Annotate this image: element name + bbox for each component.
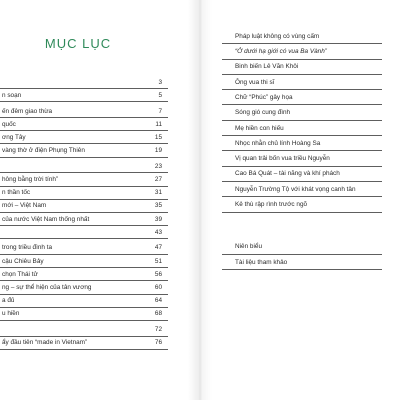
toc-entry <box>222 29 382 44</box>
toc-entry <box>222 136 382 151</box>
toc-entry-page: 3 <box>158 78 162 86</box>
toc-entry-title: Nguyễn Trường Tộ với khát vọng canh tân <box>235 185 356 193</box>
toc-entry-title: vàng thờ ở điện Phụng Thiên <box>2 147 85 155</box>
toc-entry <box>0 255 168 268</box>
toc-entry-title: n thần tốc <box>2 189 31 197</box>
toc-entry <box>222 151 382 166</box>
toc-entry <box>222 167 382 182</box>
toc-entry <box>0 76 168 89</box>
toc-entry <box>0 295 168 308</box>
toc-entry-title: ẩy đầu tiên “made in Vietnam” <box>2 339 88 347</box>
toc-entry <box>0 337 168 350</box>
toc-entry-page: 23 <box>154 162 162 170</box>
toc-entry-title: Tài liệu tham khảo <box>235 258 288 266</box>
toc-entry-title: Cao Bá Quát – tài năng và khí phách <box>235 170 340 178</box>
toc-entry-title: n soạn <box>2 91 22 99</box>
toc-entry-page: 35 <box>154 202 162 210</box>
toc-entry-page: 43 <box>154 228 162 236</box>
toc-entry <box>0 118 168 131</box>
toc-entry-page: 39 <box>154 215 162 223</box>
toc-entry <box>0 281 168 294</box>
toc-entry <box>222 75 382 90</box>
toc-entry-page: 5 <box>158 91 162 99</box>
toc-entry-title: Vị quan trải bốn vua triều Nguyễn <box>235 155 330 163</box>
toc-entry-title: Sóng gió cung đình <box>235 109 291 117</box>
toc-entry-page: 51 <box>154 257 162 265</box>
toc-entry-page: 31 <box>154 189 162 197</box>
toc-entry-title: Nhọc nhằn chủ lính Hoàng Sa <box>235 139 321 147</box>
toc-entry-title: hông bằng trời tính” <box>2 176 59 183</box>
toc-entry <box>0 131 168 144</box>
toc-entry <box>0 187 168 200</box>
toc-entry-title: ến đêm giao thừa <box>2 107 53 115</box>
toc-entry-title: ơng Tây <box>2 133 26 141</box>
toc-entry-page: 68 <box>154 310 162 318</box>
toc-entry-page: 60 <box>154 284 162 291</box>
toc-entry-page: 64 <box>154 297 162 305</box>
toc-entry <box>0 105 168 118</box>
toc-entry <box>0 242 168 255</box>
toc-entry <box>0 200 168 213</box>
toc-entry <box>222 60 382 75</box>
toc-entry-page: 11 <box>155 120 162 128</box>
toc-entry-title: Ông vua thi sĩ <box>235 78 275 86</box>
toc-entry <box>0 160 168 173</box>
toc-back-matter-entry <box>222 255 382 270</box>
toc-entry-title: ng – sự thể hiện của tân vương <box>2 284 92 291</box>
toc-entry-title: Binh biến Lê Văn Khôi <box>235 63 299 71</box>
toc-entry <box>222 105 382 120</box>
toc-entry-page: 47 <box>154 244 162 252</box>
toc-entry-page: 27 <box>154 176 162 183</box>
toc-entry-page: 15 <box>154 133 162 141</box>
toc-entry-title: quốc <box>2 120 16 128</box>
toc-entry <box>222 182 382 197</box>
toc-entry-page: 76 <box>154 339 162 347</box>
toc-entry <box>222 121 382 136</box>
toc-entry-page: 7 <box>158 107 162 115</box>
toc-back-matter-entry <box>222 240 382 255</box>
toc-entry-title: trong triều đình ta <box>2 244 53 252</box>
toc-entry-title: Niên biểu <box>235 243 263 251</box>
toc-entry-page: 56 <box>154 270 162 278</box>
toc-entry-title: mới – Việt Nam <box>2 202 47 210</box>
toc-section-spacer <box>222 213 382 240</box>
toc-entry <box>222 44 382 59</box>
toc-entry <box>0 308 168 321</box>
toc-entry <box>0 144 168 157</box>
toc-entry <box>0 323 168 336</box>
toc-entry <box>0 226 168 239</box>
toc-entry-title: u hiền <box>2 310 20 318</box>
toc-entry-title: Mẹ hiền con hiếu <box>235 124 284 132</box>
toc-entry <box>0 213 168 226</box>
toc-entry <box>222 90 382 105</box>
toc-entry-title: của nước Việt Nam thống nhất <box>2 215 90 223</box>
toc-entry-title: Pháp luật không có vùng cấm <box>235 32 320 40</box>
toc-entry <box>0 173 168 186</box>
toc-entry <box>0 268 168 281</box>
toc-entry-title: “Ở dưới hạ giới có vua Ba Vành” <box>235 48 327 56</box>
toc-entry-title: chọn Thái tử <box>2 270 38 278</box>
toc-entry <box>222 197 382 212</box>
toc-left-list <box>0 76 168 350</box>
toc-entry-title: Kẻ thù rập rình trước ngõ <box>235 201 308 209</box>
toc-title: MỤC LỤC <box>44 36 112 51</box>
toc-entry-title: cậu Chiêu Bảy <box>2 257 44 265</box>
toc-right-list <box>222 29 382 270</box>
toc-entry-page: 19 <box>154 147 162 155</box>
toc-entry-title: a đủ <box>2 297 15 305</box>
toc-entry-page: 72 <box>154 326 162 334</box>
book-gutter <box>188 0 212 400</box>
toc-entry <box>0 89 168 102</box>
toc-entry-title: Chữ “Phúc” gây họa <box>235 93 293 101</box>
